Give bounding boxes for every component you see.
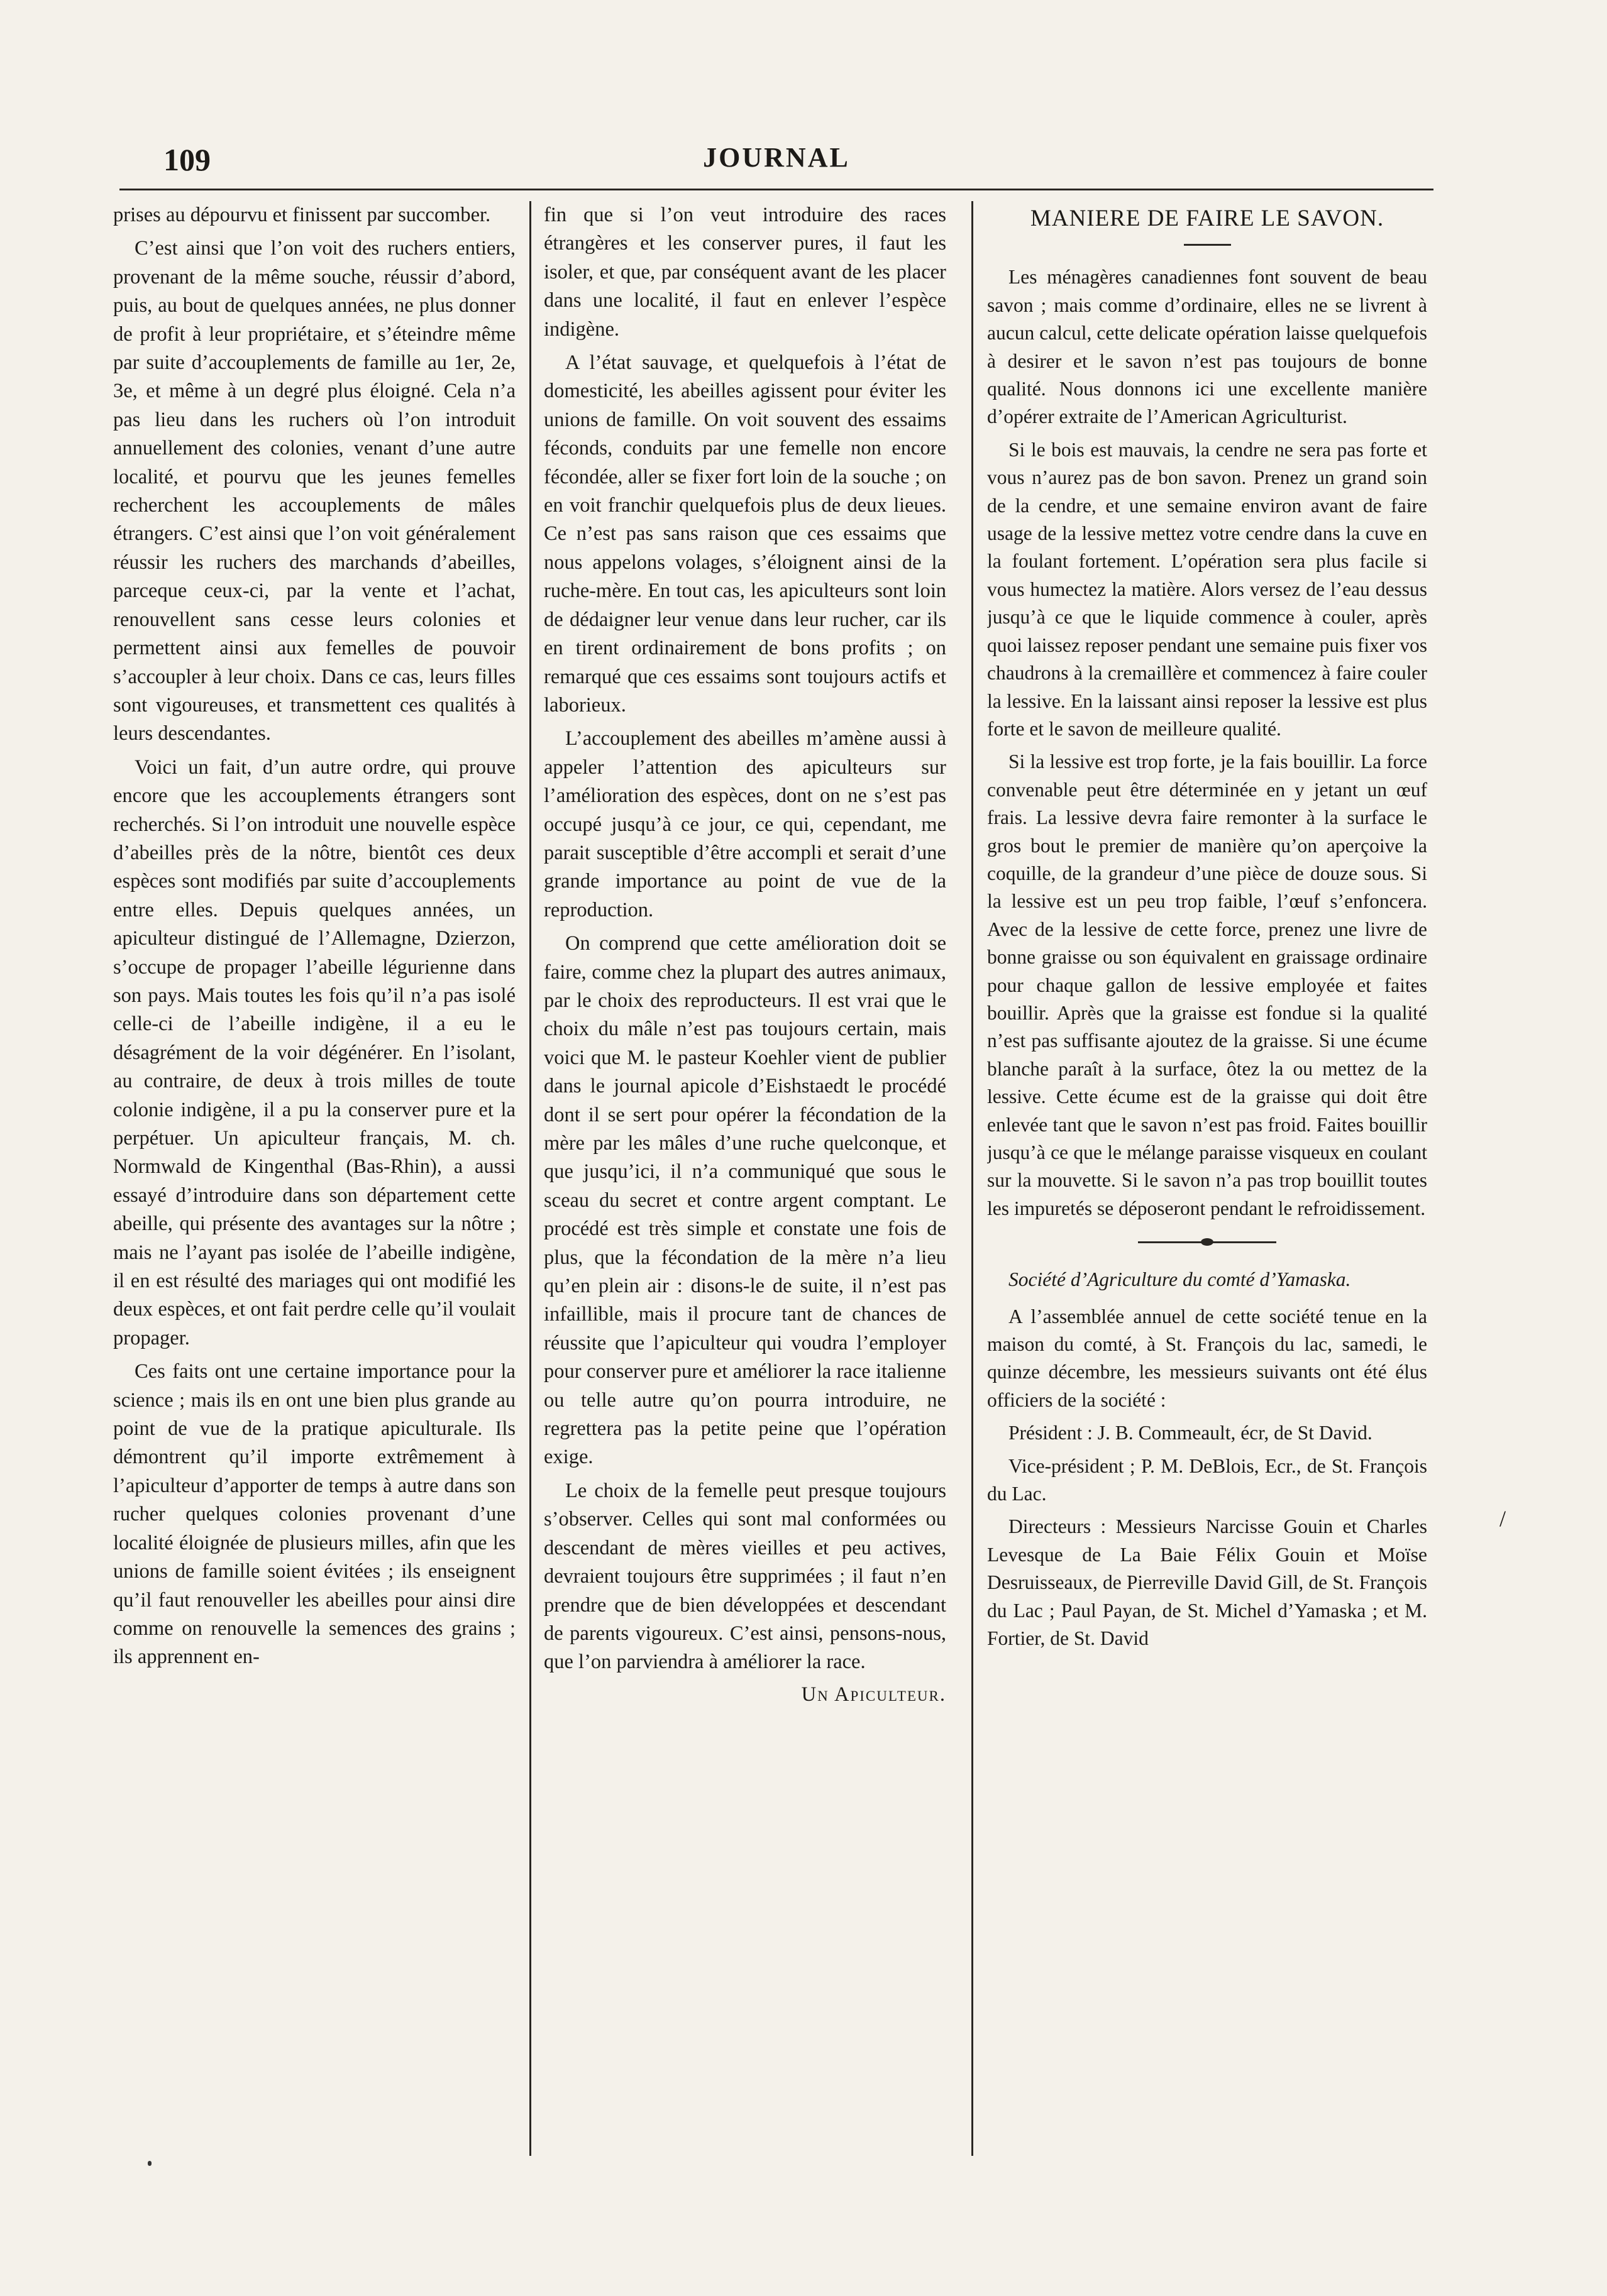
paragraph: L’accouplement des abeilles m’amène aussi à appeler l’attention des apiculteurs sur l’amélioration des espèces, dont on ne s’est pas occupé jusqu’à ce jour, ce qui, cependant, me parait susceptible d’être accompli et serait d’une grande importance au point de vue de la reproduction. — [544, 727, 946, 921]
paragraph: A l’état sauvage, et quelquefois à l’état de domesticité, les abeilles agissent pour éviter les unions de famille. On voit souvent des essaims féconds, conduits par une femelle non encore fécondée, aller se fixer fort loin de la souche ; on en voit franchir quelquefois plus de deux lieues. Ce n’est pas sans raison que ces essaims que nous appelons volages, s’éloignent ainsi de la ruche-mère. En tout cas, les apiculteurs sont loin de dédaigner leur venue dans leur rucher, car ils en tirent ordinairement de bons profits ; on remarqué que ces essaims sont toujours actifs et laborieux. — [544, 351, 946, 717]
paragraph: Si la lessive est trop forte, je la fais bouillir. La force convenable peut être déterminée en y jetant un œuf frais. La lessive devra faire remonter à la surface le gros bout le premier de manière qu’on aperçoive la coquille, de la grandeur d’une pièce de douze sous. Si la lessive est un peu trop faible, l’œuf s’enfoncera. Avec de la lessive de cette force, prenez une livre de bonne graisse ou son équivalent en graissage ordinaire pour chaque gallon de lessive employée et faites bouillir. Après que la graisse est fondue si la qualité n’est pas suffisante ajoutez de la graisse. Si une écume blanche paraît à la surface, ôtez la ou mettez de la lessive. Cette écume est de la graisse qui doit être enlevée tant que le savon n’est pas froid. Faites bouillir jusqu’à ce que le mélange paraisse visqueux en coulant sur la mouvette. Si le savon n’a pas trop bouillit toutes les impuretés se déposeront pendant le refroidissement. — [987, 750, 1427, 1219]
column-2 — [544, 201, 946, 2156]
article-signature: Un Apiculteur. — [801, 1683, 946, 1706]
paragraph: C’est ainsi que l’on voit des ruchers entiers, provenant de la même souche, réussir d’abord, puis, au bout de quelques années, ne plus donner de profit à leur propriétaire, et s’éteindre même par suite d’accouplements de famille au 1er, 2e, 3e, et même à un degré plus éloigné. Cela n’a pas lieu dans les ruchers où l’on introduit annuellement des colonies, venant d’une autre localité, et pourvu que les jeunes femelles recherchent les accouplements de mâles étrangers. C’est ainsi que l’on voit généralement réussir les ruchers des marchands d’abeilles, parceque ceux-ci, par la vente et l’achat, renouvellent sans cesse leurs colonies et permettent ainsi aux femelles de pouvoir s’accoupler à leur choix. Dans ce cas, leurs filles sont vigoureuses, et transmettent ces qualités à leurs descendantes. — [113, 237, 516, 745]
paragraph: Ces faits ont une certaine importance pour la science ; mais ils en ont une bien plus grande au point de vue de la pratique apiculturale. Ils démontrent qu’il importe extrêmement à l’apiculteur d’apporter de temps à autre dans son rucher quelques colonies provenant d’une localité éloignée de plusieurs milles, afin que les unions de famille soient évitées ; ils enseignent qu’il faut renouveller les abeilles pour ainsi dire comme on renouvelle la semences des grains ; ils apprennent en- — [113, 1360, 516, 1669]
paragraph: fin que si l’on veut introduire des races étrangères et les conserver pures, il faut les isoler, et que, par conséquent avant de les placer dans une localité, il faut en enlever l’espèce indigène. — [544, 204, 946, 341]
margin-mark: / — [1499, 1506, 1506, 1531]
paragraph: Si le bois est mauvais, la cendre ne sera pas forte et vous n’aurez pas de bon savon. Prenez un grand soin de la cendre, et une semaine environ avant de faire usage de la lessive mettez votre cendre dans la cuve en la foulant fortement. L’opération sera plus facile si vous humectez la matière. Alors versez de l’eau dessus jusqu’à ce que le liquide commence à couler, après quoi laissez reposer pendant une semaine puis fixer vos chaudrons à la cremaillère et commencez à faire couler la lessive. En la laissant ainsi reposer la lessive est plus forte et le savon de meilleure qualité. — [987, 438, 1427, 740]
paragraph: Voici un fait, d’un autre ordre, qui prouve encore que les accouplements étrangers sont recherchés. Si l’on introduit une nouvelle espèce d’abeilles près de la nôtre, bientôt ces deux espèces sont modifiés par suite d’accouplements entre elles. Depuis quelques années, un apiculteur distingué de l’Allemagne, Dzierzon, s’occupe de propager l’abeille légurienne dans son pays. Mais toutes les fois qu’il n’a pas isolé celle-ci de l’abeille indigène, il a eu le désagrément de la voir dégénérer. En l’isolant, au contraire, de deux à trois milles de toute colonie indigène, il a pu la conserver pure et la perpétuer. Un apiculteur français, M. ch. Normwald de Kingenthal (Bas-Rhin), a aussi essayé d’introduire dans son département cette abeille, qui présente des avantages sur la nôtre ; mais ne l’ayant pas isolée de l’abeille indigène, il en est résulté des mariages qui ont modifié les deux espèces, et ont fait perdre celle qu’il voulait propager. — [113, 755, 516, 1349]
column-1 — [113, 201, 516, 2156]
section-heading: Société d’Agriculture du comté d’Yamaska. — [1008, 1268, 1351, 1291]
column-divider — [971, 201, 973, 2156]
running-title: JOURNAL — [703, 142, 850, 173]
paragraph: Le choix de la femelle peut presque toujours s’observer. Celles qui sont mal conformées ou descendant de mères vieilles et peu actives, devraient toujours être supprimées ; il faut n’en prendre que de bien développées et descendant de parents vigoureux. C’est ainsi, pensons-nous, que l’on parviendra à améliorer la race. — [544, 1479, 946, 1674]
paragraph: Président : J. B. Commeault, écr, de St David. — [1008, 1422, 1372, 1444]
article-title: MANIERE DE FAIRE LE SAVON. — [1030, 206, 1384, 231]
page-header — [119, 129, 1433, 185]
column-3 — [987, 201, 1427, 2156]
page-number: 109 — [163, 142, 211, 177]
section-ornament — [1138, 1241, 1276, 1243]
paragraph: A l’assemblée annuel de cette société tenue en la maison du comté, à St. François du lac, samedi, le quinze décembre, les messieurs suivants ont été élus officiers de la société : — [987, 1305, 1427, 1411]
paragraph: prises au dépourvu et finissent par succomber. — [113, 204, 491, 226]
column-divider — [529, 201, 531, 2156]
title-rule — [1184, 244, 1231, 246]
paragraph: On comprend que cette amélioration doit se faire, comme chez la plupart des autres animaux, par le choix des reproducteurs. Il est vrai que le choix du mâle n’est pas toujours certain, mais voici que M. le pasteur Koehler vient de publier dans le journal apicole d’Eishstaedt le procédé dont il se sert pour opérer la fécondation de la mère par les mâles d’une ruche quelconque, et que jusqu’ici, il n’a communiqué que sous le sceau du secret et contre argent comptant. Le procédé est très simple et constate une fois de plus, que la fécondation de la mère n’a lieu qu’en plein air : disons-le de suite, il n’est pas infaillible, mais il procure tant de chances de réussite que l’apiculteur qui voudra l’employer pour conserver pure et améliorer la race italienne ou telle autre qu’on pourra introduire, ne regrettera pas la petite peine que l’opération exige. — [544, 932, 946, 1469]
header-rule — [119, 189, 1433, 190]
paragraph: Vice-président ; P. M. DeBlois, Ecr., de St. François du Lac. — [987, 1454, 1427, 1505]
paragraph: Les ménagères canadiennes font souvent de beau savon ; mais comme d’ordinaire, elles ne se livrent à aucun calcul, cette delicate opération laisse quelquefois à desirer et le savon n’est pas toujours de bonne qualité. Nous donnons ici une excellente manière d’opérer extraite de l’American Agriculturist. — [987, 266, 1427, 428]
paragraph: Directeurs : Messieurs Narcisse Gouin et Charles Levesque de La Baie Félix Gouin et Moïse Desruisseaux, de Pierreville David Gill, de St. François du Lac ; Paul Payan, de St. Michel d’Yamaska ; et M. Fortier, de St. David — [987, 1515, 1427, 1650]
ink-speck — [148, 2161, 152, 2166]
